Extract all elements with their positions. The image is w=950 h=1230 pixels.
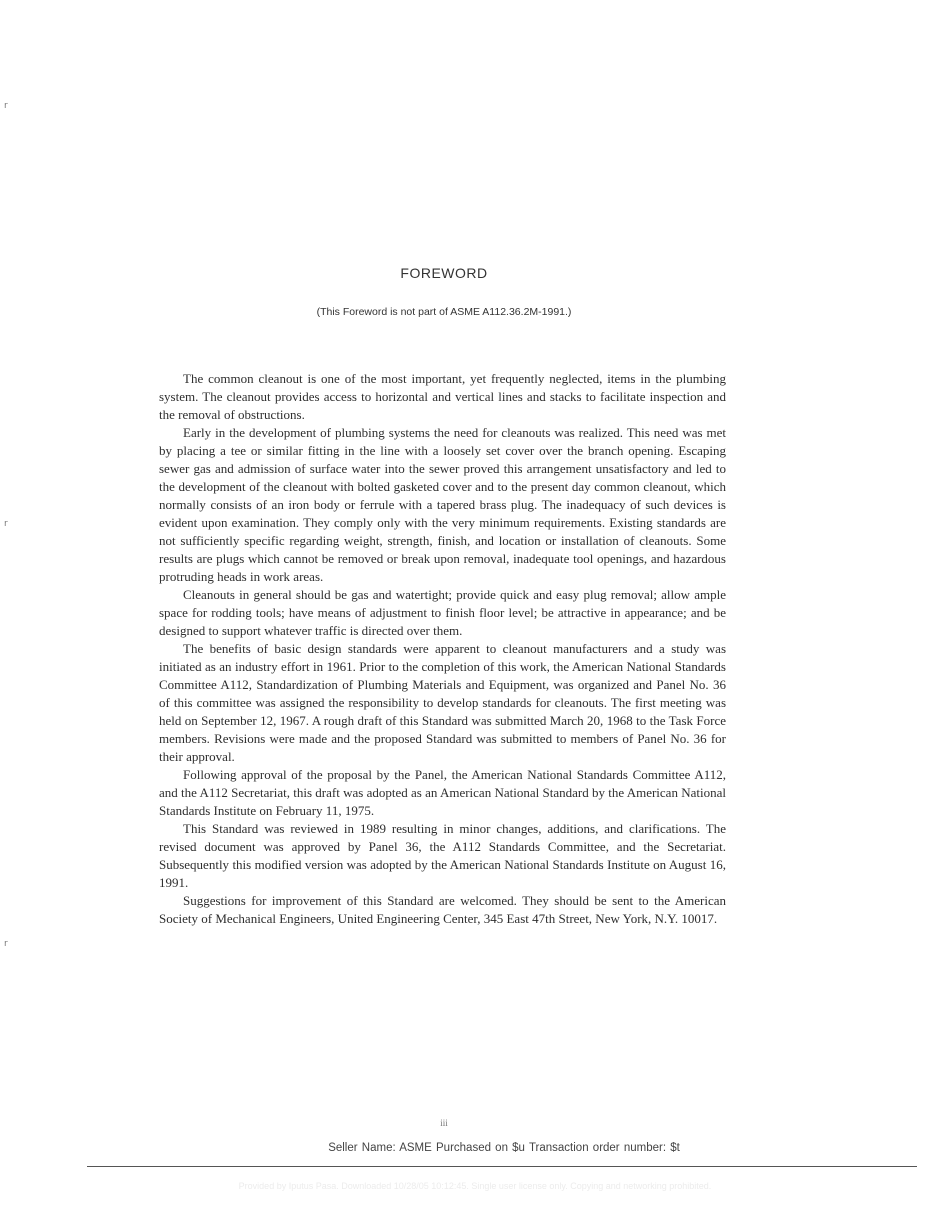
page-number: iii [440,1118,448,1128]
paragraph: Suggestions for improvement of this Standard are welcomed. They should be sent to the American Society of Mechanical Engineers, United Engineering Center, 345 East 47th Street, New York, N.Y. 10017. [159,893,726,926]
footer-divider [87,1166,917,1167]
page-subtitle: (This Foreword is not part of ASME A112.36.2M-1991.) [316,306,572,318]
paragraph: Cleanouts in general should be gas and watertight; provide quick and easy plug removal; allow ample space for rodding tools; have means of adjustment to finish floor level; be attractive in appearance; and be designed to support whatever traffic is directed over them. [159,587,726,638]
foreword-body [159,370,726,928]
margin-mark: r [4,519,8,529]
seller-info: Seller Name: ASME Purchased on $u Transaction order number: $t [328,1142,680,1154]
paragraph: Early in the development of plumbing systems the need for cleanouts was realized. This need was met by placing a tee or similar fitting in the line with a loosely set cover over the branch opening. Escaping sewer gas and admission of surface water into the sewer proved this arrangement unsatisfactory and led to the development of the cleanout with bolted gasketed cover and to the present day common cleanout, which normally consists of an iron body or ferrule with a tapered brass plug. The inadequacy of such devices is evident upon examination. They comply only with the very minimum requirements. Existing standards are not sufficiently specific regarding weight, strength, finish, and location or installation of cleanouts. Some results are plugs which cannot be removed or break upon removal, inadequate tool openings, and hazardous protruding heads in work areas. [159,425,726,584]
paragraph: The common cleanout is one of the most important, yet frequently neglected, items in the plumbing system. The cleanout provides access to horizontal and vertical lines and stacks to facilitate inspection and the removal of obstructions. [159,371,726,422]
paragraph: The benefits of basic design standards were apparent to cleanout manufacturers and a study was initiated as an industry effort in 1961. Prior to the completion of this work, the American National Standards Committee A112, Standardization of Plumbing Materials and Equipment, was organized and Panel No. 36 of this committee was assigned the responsibility to develop standards for cleanouts. The first meeting was held on September 12, 1967. A rough draft of this Standard was submitted March 20, 1968 to the Task Force members. Revisions were made and the proposed Standard was submitted to members of Panel No. 36 for their approval. [159,641,726,764]
margin-mark: r [4,101,8,111]
paragraph: Following approval of the proposal by the Panel, the American National Standards Committee A112, and the A112 Secretariat, this draft was adopted as an American National Standard by the American National Standards Institute on February 11, 1975. [159,767,726,818]
paragraph: This Standard was reviewed in 1989 resulting in minor changes, additions, and clarifications. The revised document was approved by Panel 36, the A112 Standards Committee, and the Secretariat. Subsequently this modified version was adopted by the American National Standards Institute on August 16, 1991. [159,821,726,890]
page-title: FOREWORD [400,265,488,281]
margin-mark: r [4,939,8,949]
license-notice: Provided by Iputus Pasa. Downloaded 10/28/05 10:12:45. Single user license only. Copying and networking prohibited. [238,1181,712,1191]
